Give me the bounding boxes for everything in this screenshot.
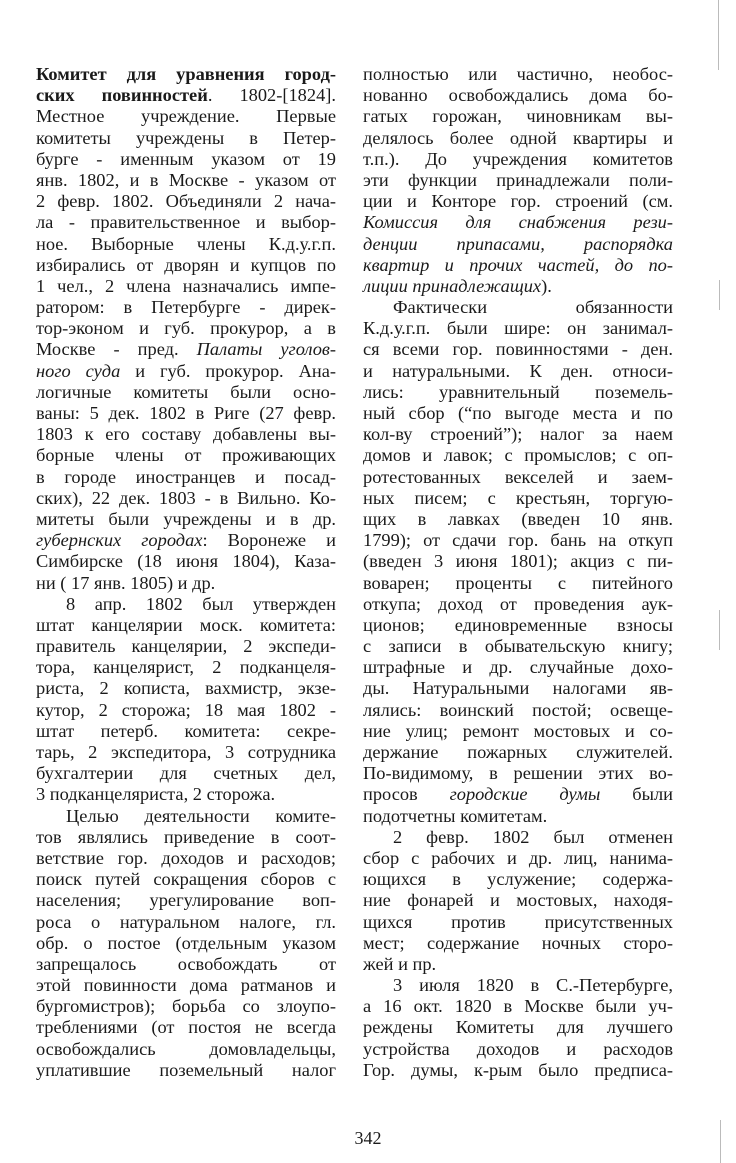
text-line — [363, 212, 673, 233]
text-line: сбор с рабочих и др. лиц, нанима- — [363, 847, 673, 868]
text-segment: ни ( 17 янв. 1805) и др. — [36, 572, 216, 593]
text-line: ционов; единовременные взносы — [363, 614, 673, 635]
cross-reference: ного суда — [36, 360, 121, 381]
text-line: в городе иностранцев и посад- — [36, 466, 336, 487]
text-line: домов и лавок; с промыслов; с оп- — [363, 445, 673, 466]
text-column-left — [36, 64, 336, 1081]
text-line: нованно освобождались дома бо- — [363, 85, 673, 106]
text-segment: просов — [363, 784, 450, 805]
text-segment: 2 февр. 1802 был отменен — [393, 826, 673, 847]
text-segment: 8 апр. 1802 был утвержден — [66, 593, 336, 614]
text-line — [36, 573, 336, 594]
text-line — [363, 954, 673, 975]
text-line — [363, 827, 673, 848]
text-line: ротестованных векселей и заем- — [363, 466, 673, 487]
text-line: ный сбор (“по выгоде места и по — [363, 403, 673, 423]
text-line: ных писем; с крестьян, торгую- — [363, 487, 673, 508]
text-line — [363, 255, 673, 276]
text-line: тора, канцелярист, 2 подканцеля- — [36, 657, 336, 678]
text-line: щихся против присутственных — [363, 911, 673, 932]
text-line: уплатившие поземельный налог — [36, 1059, 336, 1080]
text-line: треблениями (от постоя не всегда — [36, 1017, 336, 1038]
text-line: этой повинности дома ратманов и — [36, 975, 336, 996]
cross-reference: Комиссия для снабжения рези- — [363, 212, 673, 233]
entry-heading: ских повинностей — [36, 85, 208, 106]
scan-edge-mark — [720, 1120, 721, 1163]
text-line — [36, 806, 336, 827]
text-segment: 3 июля 1820 в С.-Петербурге, — [393, 975, 673, 996]
text-line: эти функции принадлежали поли- — [363, 169, 673, 190]
text-line: штат канцелярии моск. комитета: — [36, 614, 336, 635]
text-line: штрафные и др. случайные дохо- — [363, 657, 673, 678]
text-line: поиск путей сокращения сборов с — [36, 869, 336, 890]
text-line: ветствие гор. доходов и расходов; — [36, 847, 336, 868]
text-segment: ). — [541, 275, 552, 296]
text-segment: подотчетны комитетам. — [363, 805, 548, 826]
text-segment: Целью деятельности комите- — [66, 805, 336, 826]
text-line: комитеты учреждены в Петер- — [36, 127, 336, 148]
text-line: ских), 22 дек. 1803 - в Вильно. Ко- — [36, 487, 336, 508]
text-segment: и губ. прокурор. Ана- — [120, 360, 336, 381]
text-line: обр. о постое (отдельным указом — [36, 932, 336, 953]
text-line: 1799); от сдачи гор. бань на откуп — [363, 530, 673, 551]
text-line: янв. 1802, и в Москве - указом от — [36, 169, 336, 190]
text-line: ции и Конторе гор. строений (см. — [363, 191, 673, 212]
text-line: борные члены от проживающих — [36, 445, 336, 466]
text-segment: : Воронеже и — [202, 530, 336, 551]
text-line: мест; содержание ночных сторо- — [363, 932, 673, 953]
text-line: тарь, 2 экспедитора, 3 сотрудника — [36, 742, 336, 762]
text-line: штат петерб. комитета: секре- — [36, 720, 336, 741]
text-line: ся всеми гор. повинностями - ден. — [363, 339, 673, 360]
text-line: запрещалось освобождать от — [36, 953, 336, 974]
text-line — [36, 530, 336, 551]
text-line: ние улиц; ремонт мостовых и со- — [363, 720, 673, 741]
text-line: откупа; доход от проведения аук- — [363, 593, 673, 614]
text-line: лись: уравнительный поземель- — [363, 381, 673, 402]
entry-heading: Комитет для уравнения город- — [36, 64, 336, 84]
scan-edge-mark — [719, 610, 720, 650]
text-line: ды. Натуральными налогами яв- — [363, 678, 673, 699]
cross-reference: лиции принадлежащих — [363, 275, 542, 296]
text-line: По-видимому, в решении этих во- — [363, 763, 673, 784]
text-line: делялось более одной квартиры и — [363, 127, 673, 148]
cross-reference: квартир и прочих частей, до по- — [363, 254, 673, 275]
text-line: 2 февр. 1802. Объединяли 2 нача- — [36, 191, 336, 212]
text-line: 1803 к его составу добавлены вы- — [36, 424, 336, 445]
cross-reference: Палаты уголов- — [196, 339, 337, 360]
text-line: избирались от дворян и купцов по — [36, 254, 336, 275]
text-line: Гор. думы, к-рым было предписа- — [363, 1059, 673, 1080]
text-line — [363, 276, 673, 297]
text-line: 1 чел., 2 члена назначались импе- — [36, 275, 336, 296]
text-line: а 16 окт. 1820 в Москве были уч- — [363, 996, 673, 1017]
text-line: ющихся в услужение; содержа- — [363, 869, 673, 890]
text-line — [36, 361, 336, 382]
text-line: кол-ву строений”); налог за наем — [363, 424, 673, 445]
text-line: ратором: в Петербурге - дирек- — [36, 297, 336, 318]
text-line: т.п.). До учреждения комитетов — [363, 148, 673, 169]
text-line: ваны: 5 дек. 1802 в Риге (27 февр. — [36, 403, 336, 423]
text-line: щих в лавках (введен 10 янв. — [363, 508, 673, 529]
text-segment: Москве - пред. — [36, 339, 197, 360]
text-line: тов являлись приведение в соот- — [36, 826, 336, 847]
text-line: ние фонарей и мостовых, находя- — [363, 890, 673, 911]
text-line — [36, 339, 336, 360]
text-line — [36, 85, 336, 106]
page-number: 342 — [354, 1128, 382, 1148]
text-line: бургомистров); борьба со злоупо- — [36, 996, 336, 1017]
text-line — [36, 64, 336, 85]
text-line: ла - правительственное и выбор- — [36, 212, 336, 233]
text-line: гатых горожан, чиновникам вы- — [363, 106, 673, 127]
text-line: митеты были учреждены и в др. — [36, 508, 336, 529]
text-line: тор-эконом и губ. прокурор, а в — [36, 318, 336, 339]
text-line — [36, 594, 336, 615]
text-line: воварен; проценты с питейного — [363, 572, 673, 593]
text-line: лялись: воинский постой; освеще- — [363, 699, 673, 720]
text-line: Местное учреждение. Первые — [36, 106, 336, 127]
text-segment: жей и пр. — [363, 953, 437, 974]
text-line — [36, 784, 336, 805]
text-line: риста, 2 кописта, вахмистр, экзе- — [36, 678, 336, 699]
text-line: реждены Комитеты для лучшего — [363, 1017, 673, 1038]
text-line: К.д.у.г.п. были шире: он занимал- — [363, 318, 673, 339]
text-line: правитель канцелярии, 2 экспеди- — [36, 636, 336, 657]
text-line: и натуральными. К ден. относи- — [363, 360, 673, 381]
text-line: освобождались домовладельцы, — [36, 1038, 336, 1059]
text-segment: . 1802-[1824]. — [207, 85, 336, 106]
text-line — [363, 784, 673, 805]
text-line: с записи в обывательскую книгу; — [363, 636, 673, 657]
text-column-right — [363, 64, 673, 1081]
text-line: роса о натуральном налоге, гл. — [36, 911, 336, 932]
text-segment: Фактически обязанности — [393, 297, 673, 318]
text-line: устройства доходов и расходов — [363, 1038, 673, 1059]
text-line — [363, 975, 673, 996]
scan-edge-mark — [719, 280, 720, 310]
text-segment: 3 подканцеляриста, 2 сторожа. — [36, 784, 276, 805]
text-line: полностью или частично, необос- — [363, 64, 673, 84]
text-line: кутор, 2 сторожа; 18 мая 1802 - — [36, 699, 336, 720]
text-line: населения; урегулирование воп- — [36, 890, 336, 911]
text-line — [363, 234, 673, 255]
text-line: логичные комитеты были осно- — [36, 381, 336, 402]
text-line: держание пожарных служителей. — [363, 742, 673, 762]
cross-reference: денции припасами, распорядка — [363, 233, 673, 254]
text-segment: были — [600, 784, 673, 805]
text-line: Симбирске (18 июня 1804), Каза- — [36, 551, 336, 572]
text-line — [363, 297, 673, 318]
cross-reference: городские думы — [449, 784, 601, 805]
text-line: (введен 3 июня 1801); акциз с пи- — [363, 551, 673, 572]
text-line — [363, 806, 673, 827]
cross-reference: губернских городах — [36, 530, 203, 551]
text-line: ное. Выборные члены К.д.у.г.п. — [36, 233, 336, 254]
text-line: бухгалтерии для счетных дел, — [36, 763, 336, 784]
text-line: бурге - именным указом от 19 — [36, 148, 336, 169]
scan-edge-mark — [718, 0, 719, 70]
